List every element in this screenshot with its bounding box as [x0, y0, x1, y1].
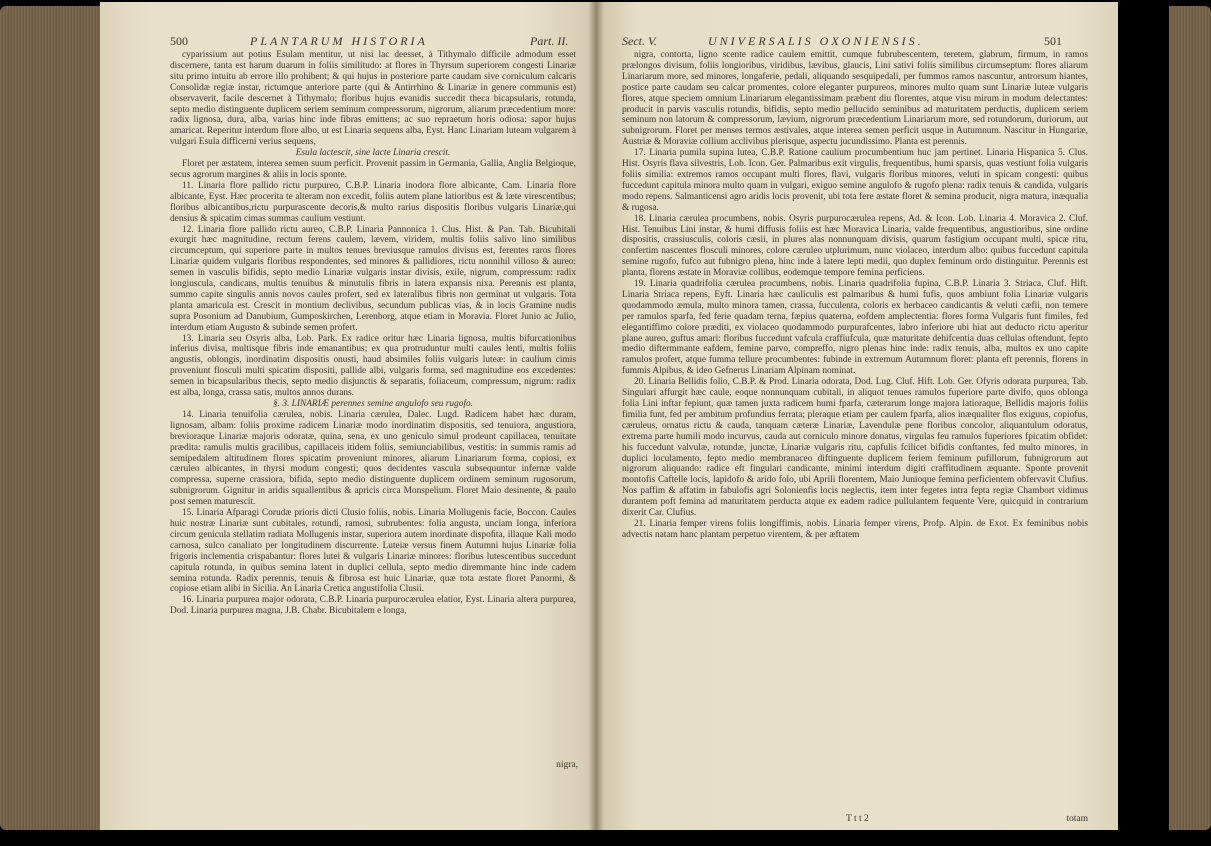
right-paragraph: nigra, contorta, ligno scente radice caulem emittit, cumque fubrubescentem, teretem, glabrum, firmum, in ramos prælongos divisum, foliis longioribus, viridibus, lævibus, glaucis, Lini sativi foliis similibus circumseptum: flores aliarum Linariarum more, sed minores, longaferie, pedali, aliquando sesquipedali, per fummos ramos nascuntur, antrorsum hiantes, postice parte caudam seu calcar promentes, colore eleganter purpureos, minores multo quam sunt Linariæ luteæ vulgaris flores, atque speciem omnium Linariarum elegantissimam præbent diu florentes, atque visu mirum in modum delectantes: producit in parvis vasculis rotundis, bifidis, septo medio pellucido seminibus ad maturitatem perductis, duplicem seriem seminum non latorum & compressorum, lævium, nigrorum præcedentium Linariarum more, sed rotundorum, duriorum, aut subnigrorum. Floret per menses termos æstivales, atque interea semen perficit usque in Autumnum. Nascitur in Hungariæ, Austriæ & Moraviæ collium acclivibus plerisque, aspectu jucundissimo. Planta est perennis. — [622, 50, 1088, 148]
left-verse: Esula lactescit, sine lacte Linaria crescit. — [295, 148, 451, 159]
book-edge-left — [0, 6, 104, 830]
right-page — [596, 2, 1118, 830]
left-part-label: Part. II. — [530, 34, 569, 48]
left-running-title: PLANTARUM HISTORIA — [250, 34, 428, 48]
right-running-head — [596, 34, 1118, 50]
right-text-block — [622, 50, 1088, 541]
left-paragraph: 11. Linaria flore pallido rictu purpureo, C.B.P. Linaria inodora flore albicante, Cam. Linaria flore albicante, Eyst. Hæc procerita te alteram non excedit, foliis autem plane latioribus est & læte virescentibus; floribus albicantibus,rictu purpurascente decoris,& multo rarius dispositis floribus vulgaris Linariæ,qui densius & spicatim cimas summas caulium vestiunt. — [170, 180, 576, 224]
right-page-number: 501 — [1044, 34, 1062, 48]
left-catchword: nigra, — [556, 760, 578, 770]
left-paragraph: 12. Linaria flore pallido rictu aureo, C.B.P. Linaria Pannonica 1. Clus. Hist. & Pan. Tab. Bicubitali exurgit hæc magnitudine, rectum ferens caulem, lævem, viridem, multis foliis salivo lino similibus circumceptum, qui superiore parte in multos tenues breviusque ramulos divisus est, ferentes raros flores Linariæ quidem vulgaris floribus respondentes, sed minores & pallidiores, rictu nonnihil villoso & aureo: semen in vasculis bifidis, septo medio Linariæ vulgaris instar divisis, exile, nigrum, compressum: radix longiuscula, candicans, multis tenuibus & minutulis fibris in latera expansis nixa. Perennis est planta, summo capite singulis annis novos caules profert, sed ex lateralibus fibris non germinat ut vulgaris. Tota planta amaricula est. Crescit in montium declivibus, secundum publicas vias, & in locis Gramine nudis supra Posonium ad Danubium, Gumposkirchen, Lerenborg, atque etiam in Moravia. Floret Junio ac Julio, interdum etiam Augusto & subinde semen profert. — [170, 224, 576, 333]
left-paragraph: 14. Linaria tenuifolia cærulea, nobis. Linaria cærulea, Dalec. Lugd. Radicem habet hæc duram, lignosam, albam: foliis proxime radicem Linariæ modo inordinatim dispositis, sed tenuiora, angustiora, brevioraque Linariæ majoris odoratæ, quina, sena, ex uno geniculo simul prodeunt capillacea, tenuitate prædita: ramulis multis gracilibus, capillaceis itidem foliis, semiunciabilibus, vestitis: in summis ramis ad semipedalem altitudinem flores spicatim proveniunt minores, aliarum Linariarum forma, copiosi, ex cæruleo albicantes, in thyrsi modum congesti; quos decidentes vascula subsequuntur infernæ valde compressa, superne crassiora, bifida, septo medio distinguente duplicem ordinem seminum rugosorum, subnigrorum. Gignitur in aridis squallentibus & apricis circa Monspelium. Floret Maio desinente, & paulo post semen maturescit. — [170, 409, 576, 508]
right-paragraph: 19. Linaria quadrifolia cærulea procumbens, nobis. Linaria quadrifolia fupina, C.B.P. Linaria 3. Striaca, Cluf. Hift. Linaria Striaca repens, Eyft. Linaria hæc cauliculis est palmaribus & humi fufis, quos ambiunt folia Linariæ vulgaris quodammodo æmula, multo minora tamen, crassa, fucculenta, coloris ex herbaceo candicantis & veluti cæfii, non temere per ramulos sparfa, fed ferie quadam terna, fæpius quaterna, eofdem amplectentia: flores forma Vulgaris funt fimiles, fed elegantiffimo colore præditi, ex violaceo quodammodo purpurafcentes, labro inferiore ubi hiat aut deducto rictu aperitur plane aureo, guftus amari: floribus fuccedunt vafcula craffiufcula, quæ maturitate dehifcentia duas cellulas oftendunt, fepto medio diftermmante eafdem, femine parvo, compreffo, nigro plenas hinc inde: radix tenuis, alba, multos ex uno capite ramulos profert, atque fumma tellure procumbentes: fubinde in extremum Autumnum floret: planta eft perennis, florens in fummis Alpibus, & ideo Gefnerus Linariam Alpinam nominat. — [622, 279, 1088, 377]
left-paragraph: 15. Linaria Afparagi Corudæ prioris dicti Clusio foliis, nobis. Linaria Mollugenis facie, Boccon. Caules huic nostræ Linariæ sunt cubitales, rotundi, ramosi, subrubentes: folia angusta, unciam longa, inferiora circum genicula stellatim radiata Mollugenis instar, superiora autem inordinate dispoﬁta, illaque Kali modo carnosa, sulco canaliato per longitudinem discurrente. Luteiæ versus finem Autumni hujus Linariæ folia frigoris inclementia crispabantur: flores lutei & vulgaris Linariæ minores: floribus lutescentibus succedunt capitula rotunda, in quibus semina latent in duplici cellula, septo medio diremmante hinc inde cadem semina rotunda. Radix perennis, tenuis & fibrosa est huic Linariæ, quæ tota æstate floret Panormi, & copiose etiam alibi in Sicilia. An Linaria Cretica angustifolia Clusii. — [170, 508, 576, 595]
left-paragraph: Floret per æstatem, interea semen suum perficit. Provenit passim in Germania, Gallia, Anglia Belgioque, secus agrorum margines & aliis in locis sponte. — [170, 159, 576, 180]
left-text-block — [170, 50, 576, 617]
right-catchword: totam — [1066, 814, 1088, 824]
left-page-number: 500 — [170, 34, 188, 48]
left-page — [100, 2, 596, 830]
right-running-title: UNIVERSALIS OXONIENSIS. — [708, 34, 924, 48]
right-signature: T t t 2 — [846, 814, 869, 824]
right-paragraph: 17. Linaria pumila supina lutea, C.B.P. Ratione caulium procumbentium huc jam pertinet. Linaria Hispanica 5. Clus. Hist. Osyris flava silvestris, Lob. Icon. Ger. Palmaribus exit virgulis, frequentibus, humi sparsis, quas vestiunt folia vulgaris foliis similia: extremos ramos occupant multi flores, flavi, vulgaris floribus minores, veluti in spicam congesti: quibus fuccedunt capitula minora multo quam in vulgari, exiguo semine angulofo & rugofo plena: radix tenuis & candida, vulgaris modo repens. Salmanticensi agro aridis locis provenit, ubi tota fere æstate floret & semina producit, nigra matura, inæqualia & rugosa. — [622, 148, 1088, 213]
right-paragraph: 21. Linaria femper virens foliis longiffimis, nobis. Linaria femper virens, Profp. Alpin. de Exot. Ex feminibus nobis advectis natam hanc plantam perpetuo virentem, & per æftatem — [622, 518, 1088, 540]
right-paragraph: 18. Linaria cærulea procumbens, nobis. Osyris purpurocærulea repens, Ad. & Icon. Lob. Linaria 4. Moravica 2. Cluf. Hist. Tenuibus Lini instar, & humi diffusis foliis est hæc Moravica Linaria, valde frequentibus, angustioribus, sine ordine dispositis, crassiusculis, coloris cæsii, in plures alas nonnunquam divisis, quarum fastigium occupant multi, spicæ ritu, confertim nascentes flosculi minores, colore cæruleo utplurimum, nunc violaceo, interdum albo: quibus fuccedunt capitula semine rugofo, fufco aut fubnigro plena, hinc inde à latere lepti medii, quo duplex feminum ordo distinguitur. Perennis est planta, florens æstate in Moraviæ collibus, eodemque tempore femina perficiens. — [622, 213, 1088, 279]
book-gutter — [588, 2, 604, 830]
left-paragraph: cyparissium aut potius Esulam mentitur, ut nisi lac deesset, à Tithymalo difficile admodum esset discernere, tanta est harum duarum in foliis similitudo: at flores in Thyrsum superiorem congesti Linariæ situ primo intuitu ab errore illo prohibent; & qui hujus in posteriore parte caudam sive corniculum calcaris Consolidæ regiæ instar, rictumque anteriore parte (qui & Antirrhino & Linariæ in genere communis est) observaverit, facile descernet à Tithymalo; floribus hujus evanidis succedit theca bicapsularis, rotunda, septo medio distinguente duplicem seriem seminum compressorum, nigrorum, aliarum præcedentium more: radix lignosa, dura, alba, varias hinc inde fibras emittens; ac suo repraetum horis odiosa: sapor hujus amaricat. Reperitur interdum flore albo, ut est Linaria sequens alba, Eyst. Hanc Linariam luteam vulgarem à vulgari Esula difficerni verius sequens, — [170, 50, 576, 148]
left-running-head — [100, 34, 596, 50]
left-paragraph: 13. Linaria seu Osyris alba, Lob. Park. Ex radice oritur hæc Linaria lignosa, multis bifurcationibus inferius divisa, multisque fibris inde emanantibus; ex qua protruduntur multi caules lenti, multis foliis angustis, oblongis, inordinatim dispositis onusti, haud absimiles foliis vulgaris luteæ: in caulium cimis proveniunt flosculi multi spicatim dispositi, pallide albi, vulgaris forma, sed magnitudine eos excedentes: semen in bicapsularibus thecis, septo medio disjunctis & separatis, foliaceum, compressum, nigrum: radix est alba, longa, crassa satis, multos annos durans. — [170, 333, 576, 399]
right-paragraph: 20. Linaria Bellidis folio, C.B.P. & Prod. Linaria odorata, Dod. Lug. Cluf. Hift. Lob. Ger. Ofyris odorata purpurea, Tab. Singulari affurgit hæc caule, eoque nonnunquam cubitali, in aliquot tenues ramulos fuperiore parte divifo, quos oblonga folia Lini inftar fepiunt, quæ tamen juxta radicem humi fparfa, cæterarum longe majora latioraque, Bellidis majoris foliis fimilia funt, fed per ambitum profundius ferrata; pleraque etiam per caulem fparfa, alios inæqualiter flos exiguus, copiofus, cæruleus, ornatus rictu & cauda, tanquam cæteræ Linariæ, Lavendulæ pene floribus concolor, aliquantulum odoratus, extrema parte humili modo incurvus, cauda aut corniculo minore donatus, virgulas feu ramulos fuperiores fpicatim obfidet: his fuccedunt valvulæ, rotundæ, junctæ, Linariæ vulgaris ritu, capfulis fcilicet bifidis conftantes, fed multo minores, in duplici loculamento, fepto medio membranaceo diftinguente duplicem feriem feminum pufillorum, fubnigrorum aut nigrorum aliquando: radice eft fingulari candicante, minimi interdum digiti craffitudinem æquante. Sponte provenit montofis Caftelle locis, lapidofo & arido folo, ubi Aprili florentem, Maio Junioque femina perficientem obfervavit Clufius. Nos paffim & affatim in fabulofis agri Solonienfis locis neglectis, item inter fegetes intra fepta regiæ Chambort vidimus durantem poft femina ad maturitatem perducta atque ex eadem radice pullulantem fequente Vere, quicquid in contrarium dixerit Car. Clufius. — [622, 377, 1088, 519]
left-section-heading: §. 3. LINARIÆ perennes semine angulofo seu rugofo. — [272, 399, 473, 409]
right-section-label: Sect. V. — [622, 34, 657, 48]
book-edge-right — [1169, 6, 1211, 830]
left-paragraph: 16. Linaria purpurea major odorata, C.B.P. Linaria purpurocærulea elatior, Eyst. Linaria altera purpurea, Dod. Linaria purpurea magna, J.B. Chabr. Bicubitalem e longa, — [170, 595, 576, 617]
